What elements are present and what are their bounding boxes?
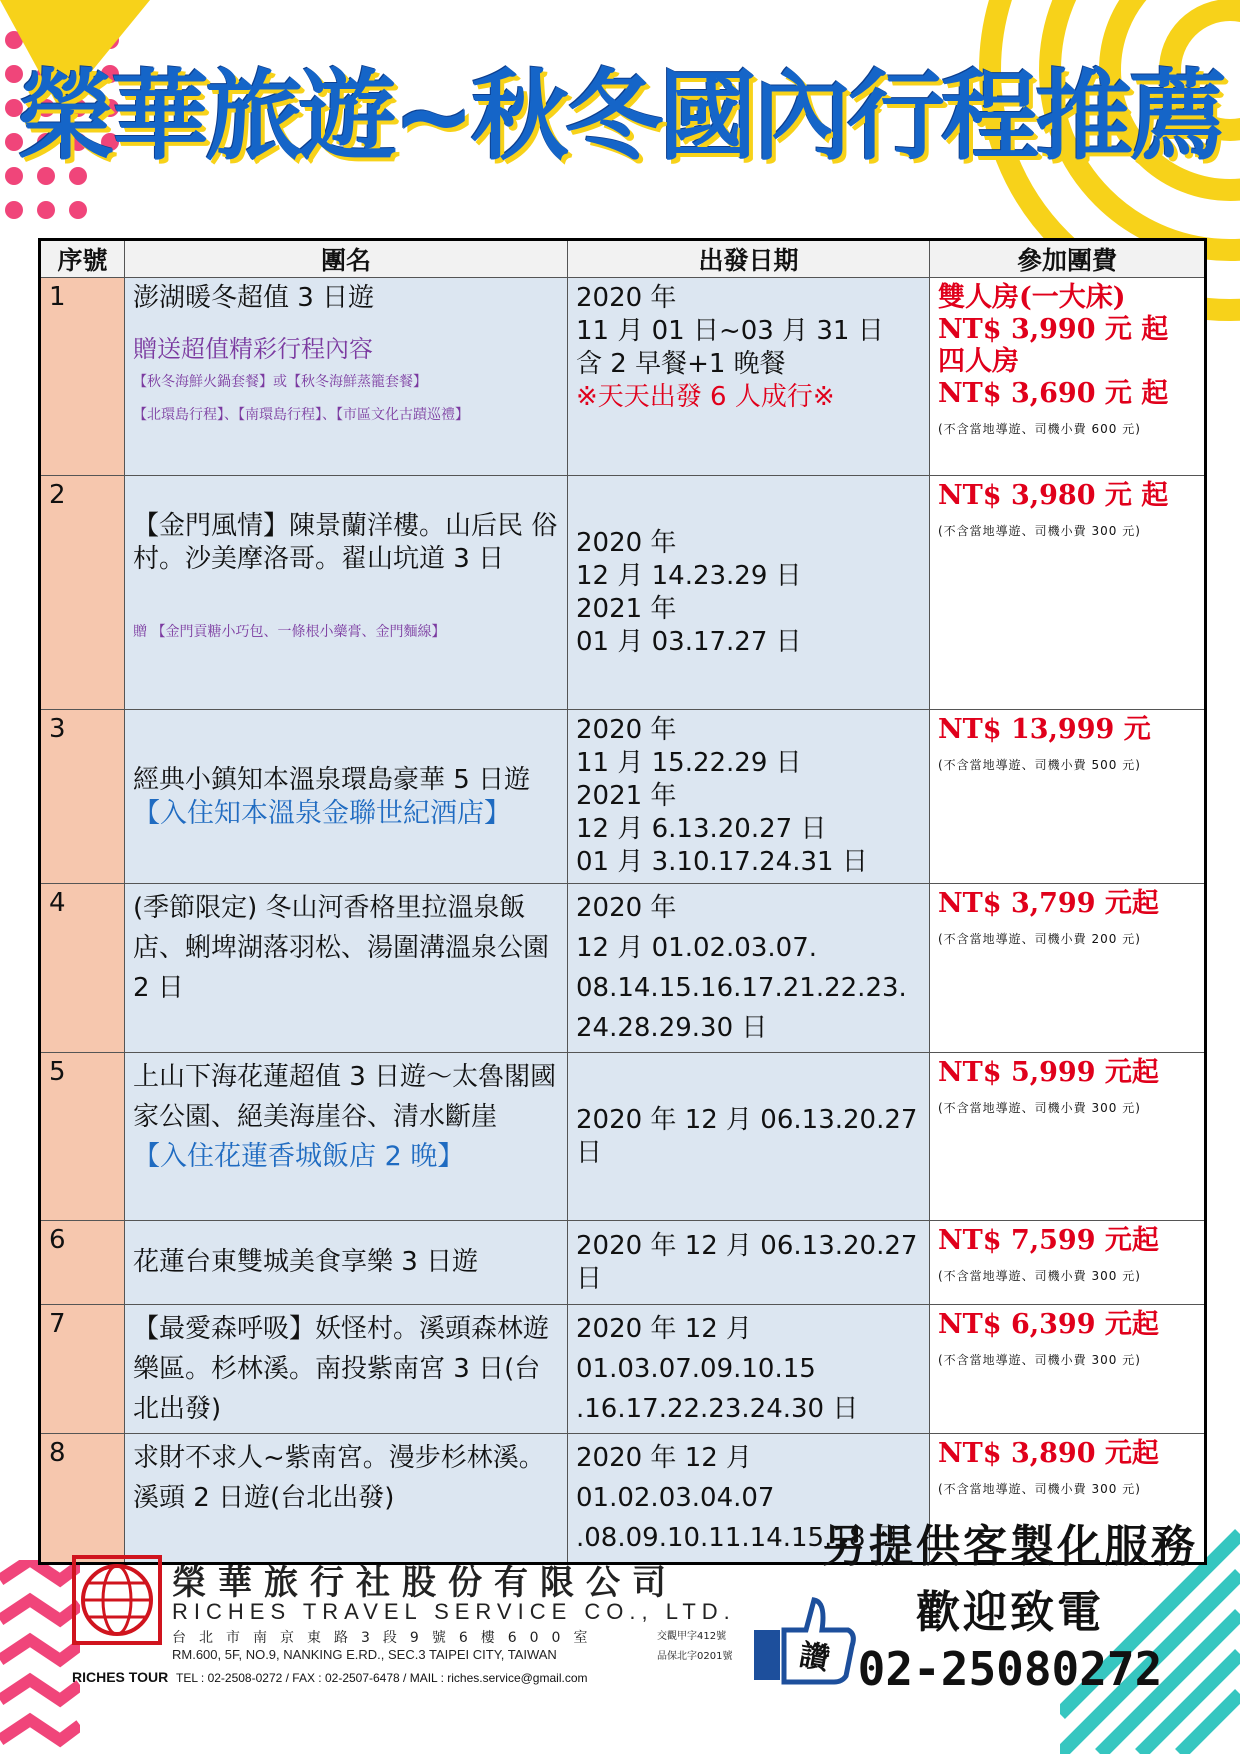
globe-logo-icon — [72, 1555, 162, 1655]
tip-note: (不含當地導遊、司機小費 300 元) — [938, 524, 1141, 538]
date-line: 2020 年 — [576, 527, 677, 558]
tour-name-cell — [125, 884, 568, 1053]
date-line: .08.09.10.11.14.15.18 日 — [576, 1523, 900, 1553]
price-cell — [930, 1053, 1206, 1221]
departure-dates-cell — [568, 1221, 930, 1305]
price-line: NT$ 3,990 元 起 — [938, 314, 1169, 345]
table-row — [40, 710, 1206, 884]
row-number: 8 — [40, 1434, 125, 1564]
row-number: 7 — [40, 1305, 125, 1434]
hotel-note: 【入住知本溫泉金聯世紀酒店】 — [133, 797, 511, 829]
tip-note: (不含當地導遊、司機小費 600 元) — [938, 422, 1141, 436]
price-cell — [930, 1305, 1206, 1434]
tip-note: (不含當地導遊、司機小費 300 元) — [938, 1482, 1141, 1496]
tour-name: 求財不求人~紫南宮。漫步杉林溪。溪頭 2 日遊(台北出發) — [133, 1443, 545, 1513]
tour-name-cell — [125, 1221, 568, 1305]
date-line: 2021 年 — [576, 781, 677, 811]
row-number: 4 — [40, 884, 125, 1053]
date-line: 11 月 01 日~03 月 31 日 — [576, 316, 884, 346]
price-line: NT$ 3,690 元 起 — [938, 378, 1169, 409]
departure-dates-cell — [568, 278, 930, 476]
table-row — [40, 1053, 1206, 1221]
departure-dates-cell — [568, 1053, 930, 1221]
tour-name-cell — [125, 278, 568, 476]
date-line: 2020 年 12 月 06.13.20.27 日 — [576, 1104, 918, 1168]
tour-name: 經典小鎮知本溫泉環島豪華 5 日遊 — [133, 764, 531, 795]
company-name-en: RICHES TRAVEL SERVICE CO., LTD. — [172, 1599, 736, 1624]
row-number: 3 — [40, 710, 125, 884]
tip-note: (不含當地導遊、司機小費 300 元) — [938, 1101, 1141, 1115]
tour-name: (季節限定) 冬山河香格里拉溫泉飯店、蜊埤湖落羽松、湯圍溝溫泉公園 2 日 — [133, 893, 550, 1003]
tour-name-cell — [125, 1053, 568, 1221]
row-number: 5 — [40, 1053, 125, 1221]
price-cell — [930, 884, 1206, 1053]
company-name-zh: 榮華旅行社股份有限公司 — [172, 1563, 678, 1603]
header-date: 出發日期 — [568, 240, 930, 278]
brand-name: RICHES TOUR — [72, 1669, 169, 1685]
table-row — [40, 884, 1206, 1053]
row-number: 2 — [40, 476, 125, 710]
price-cell — [930, 476, 1206, 710]
hotel-note: 【入住花蓮香城飯店 2 晚】 — [133, 1141, 465, 1172]
price-cell — [930, 1221, 1206, 1305]
pink-dot — [69, 201, 87, 219]
tour-name-cell — [125, 476, 568, 710]
tour-name-cell — [125, 1305, 568, 1434]
welcome-call-text: 歡迎致電 — [916, 1587, 1104, 1638]
date-line: 01 月 03.17.27 日 — [576, 626, 802, 657]
date-line: 01 月 3.10.17.24.31 日 — [576, 847, 868, 877]
date-line: 12 月 14.23.29 日 — [576, 560, 802, 591]
bonus-line: 【北環島行程】、【南環島行程】、【市區文化古蹟巡禮】 — [133, 407, 469, 423]
header-price: 參加團費 — [930, 240, 1206, 278]
contact-line: TEL : 02-2508-0272 / FAX : 02-2507-6478 / MAIL : riches.service@gmail.com — [176, 1671, 588, 1685]
date-line: 01.03.07.09.10.15 — [576, 1354, 816, 1384]
price-line: NT$ 13,999 元 — [938, 714, 1151, 745]
price-line: 四人房 — [938, 346, 1019, 377]
departure-dates-cell — [568, 710, 930, 884]
date-line: 24.28.29.30 日 — [576, 1013, 768, 1043]
date-line: 11 月 15.22.29 日 — [576, 748, 802, 778]
price-cell — [930, 710, 1206, 884]
date-line: 2020 年 — [576, 283, 677, 313]
header-no: 序號 — [40, 240, 125, 278]
date-line: 2020 年 12 月 01.02.03.04.07 — [576, 1443, 775, 1513]
price-line: 雙人房(一大床) — [938, 282, 1126, 313]
tour-name-cell — [125, 710, 568, 884]
departure-dates-cell — [568, 884, 930, 1053]
tour-table — [38, 238, 1207, 1565]
table-row — [40, 476, 1206, 710]
tour-name: 澎湖暖冬超值 3 日遊 — [133, 283, 375, 313]
departure-dates-cell — [568, 1305, 930, 1434]
table-row — [40, 278, 1206, 476]
tip-note: (不含當地導遊、司機小費 300 元) — [938, 1353, 1141, 1367]
bonus-line: 贈 【金門貢糖小巧包、一條根小藥膏、金門麵線】 — [133, 624, 446, 640]
table-row — [40, 1221, 1206, 1305]
date-line: 2021 年 — [576, 593, 677, 624]
row-number: 1 — [40, 278, 125, 476]
tour-name-cell — [125, 1434, 568, 1564]
table-row — [40, 1305, 1206, 1434]
date-line: .16.17.22.23.24.30 日 — [576, 1394, 859, 1424]
price-line: NT$ 6,399 元起 — [938, 1309, 1159, 1340]
pink-dot — [37, 201, 55, 219]
tour-name: 上山下海花蓮超值 3 日遊～太魯閣國家公園、絕美海崖谷、清水斷崖 — [133, 1062, 557, 1132]
license-number: 品保北字0201號 — [657, 1651, 733, 1662]
date-line: 2020 年 — [576, 893, 677, 923]
table-header-row — [40, 240, 1206, 278]
date-line: 2020 年 — [576, 715, 677, 745]
tour-name: 【最愛森呼吸】妖怪村。溪頭森林遊樂區。杉林溪。南投紫南宮 3 日(台北出發) — [133, 1314, 550, 1424]
phone-number: 02-25080272 — [857, 1642, 1163, 1696]
license-number: 交觀甲字412號 — [657, 1631, 727, 1642]
tip-note: (不含當地導遊、司機小費 500 元) — [938, 758, 1141, 772]
price-line: NT$ 7,599 元起 — [938, 1225, 1159, 1256]
company-address-en: RM.600, 5F, NO.9, NANKING E.RD., SEC.3 TAIPEI CITY, TAIWAN — [172, 1647, 557, 1662]
pink-zigzag-decoration — [0, 1560, 80, 1750]
price-line: NT$ 3,799 元起 — [938, 888, 1159, 919]
pink-dot — [5, 201, 23, 219]
header-name: 團名 — [125, 240, 568, 278]
date-line: 08.14.15.16.17.21.22.23. — [576, 973, 907, 1003]
date-line: 12 月 6.13.20.27 日 — [576, 814, 827, 844]
like-badge-text: 讚 — [796, 1637, 833, 1678]
date-line: 12 月 01.02.03.07. — [576, 933, 818, 963]
custom-service-contact — [780, 1510, 1240, 1696]
date-line: 2020 年 12 月 — [576, 1314, 753, 1344]
price-cell — [930, 278, 1206, 476]
price-line: NT$ 3,980 元 起 — [938, 480, 1169, 511]
tip-note: (不含當地導遊、司機小費 300 元) — [938, 1269, 1141, 1283]
company-info — [72, 1555, 752, 1745]
row-number: 6 — [40, 1221, 125, 1305]
bonus-title: 贈送超值精彩行程內容 — [133, 335, 373, 363]
tour-name: 花蓮台東雙城美食享樂 3 日遊 — [133, 1247, 479, 1277]
company-address-zh: 台北市南京東路3段9號6樓600室 — [172, 1630, 601, 1646]
date-line: 2020 年 12 月 06.13.20.27 日 — [576, 1230, 918, 1294]
tip-note: (不含當地導遊、司機小費 200 元) — [938, 932, 1141, 946]
price-line: NT$ 5,999 元起 — [938, 1057, 1159, 1088]
price-line: NT$ 3,890 元起 — [938, 1438, 1159, 1469]
departure-dates-cell — [568, 476, 930, 710]
tour-name: 【金門風情】陳景蘭洋樓。山后民 俗村。沙美摩洛哥。翟山坑道 3 日 — [133, 511, 558, 574]
date-note: ※天天出發 6 人成行※ — [576, 382, 835, 412]
custom-service-text: 另提供客製化服務 — [822, 1521, 1198, 1572]
bonus-line: 【秋冬海鮮火鍋套餐】或【秋冬海鮮蒸籠套餐】 — [133, 374, 427, 390]
date-line: 含 2 早餐+1 晚餐 — [576, 349, 786, 379]
page-title: 榮華旅遊~秋冬國內行程推薦 — [16, 60, 1224, 174]
